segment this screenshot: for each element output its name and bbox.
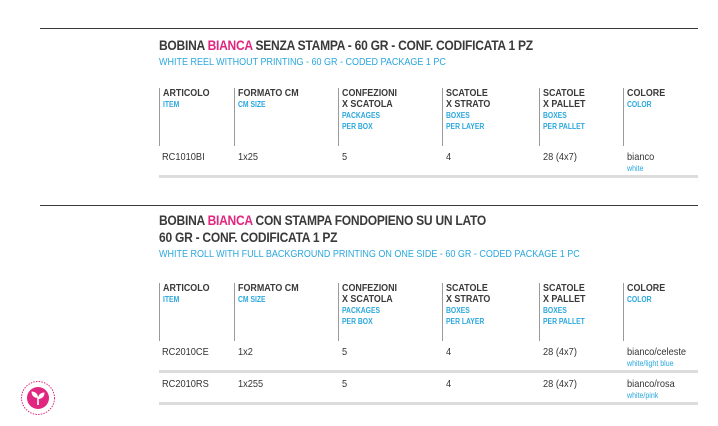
cell-formato: 1x255 (238, 378, 264, 390)
header-confezioni: CONFEZIONI X SCATOLA PACKAGES PER BOX (338, 283, 407, 341)
header-scatole-strato: SCATOLE X STRATO BOXES PER LAYER (442, 88, 498, 146)
header-colore: COLORE COLOR (623, 283, 672, 341)
cell-strato: 4 (446, 151, 452, 163)
color-english: white/light blue (627, 359, 674, 368)
cell-confezioni: 5 (342, 346, 348, 358)
cell-articolo: RC1010BI (162, 151, 205, 163)
cell-pallet: 28 (4x7) (543, 151, 577, 163)
title-accent-word: BIANCA (207, 212, 253, 228)
header-scatole-pallet: SCATOLE X PALLET BOXES PER PALLET (539, 283, 593, 341)
section-1-subtitle: WHITE REEL WITHOUT PRINTING - 60 GR - CODED PACKAGE 1 PC (159, 57, 446, 68)
cell-colore: bianco/celeste white/light blue (627, 346, 687, 368)
color-english: white (627, 164, 644, 173)
header-formato: FORMATO CM CM SIZE (234, 88, 309, 146)
title-accent-word: BIANCA (207, 37, 253, 53)
cell-colore: bianco white (627, 151, 655, 173)
eco-leaf-badge-icon (18, 378, 58, 418)
table-row (159, 374, 698, 405)
section-2-subtitle: WHITE ROLL WITH FULL BACKGROUND PRINTING ON ONE SIDE - 60 GR - CODED PACKAGE 1 PC (159, 249, 580, 260)
section-2-title-line2: 60 GR - CONF. CODIFICATA 1 PZ (159, 229, 338, 245)
top-rule (40, 28, 698, 29)
header-confezioni: CONFEZIONI X SCATOLA PACKAGES PER BOX (338, 88, 407, 146)
table-row (159, 147, 698, 178)
section-2-title: BOBINA BIANCA CON STAMPA FONDOPIENO SU UN LATO (159, 212, 487, 228)
table-row (159, 342, 698, 373)
cell-formato: 1x2 (238, 346, 253, 358)
header-articolo: ARTICOLO ITEM (159, 283, 218, 341)
cell-pallet: 28 (4x7) (543, 378, 577, 390)
cell-pallet: 28 (4x7) (543, 346, 577, 358)
header-formato: FORMATO CM CM SIZE (234, 283, 309, 341)
header-colore: COLORE COLOR (623, 88, 672, 146)
cell-confezioni: 5 (342, 378, 348, 390)
header-scatole-strato: SCATOLE X STRATO BOXES PER LAYER (442, 283, 498, 341)
color-english: white/pink (627, 391, 659, 400)
cell-colore: bianco/rosa white/pink (627, 378, 675, 400)
section-1-title: BOBINA BIANCA SENZA STAMPA - 60 GR - CONF. CODIFICATA 1 PZ (159, 37, 533, 53)
cell-strato: 4 (446, 346, 452, 358)
cell-confezioni: 5 (342, 151, 348, 163)
cell-articolo: RC2010RS (162, 378, 209, 390)
header-scatole-pallet: SCATOLE X PALLET BOXES PER PALLET (539, 88, 593, 146)
cell-formato: 1x25 (238, 151, 259, 163)
cell-articolo: RC2010CE (162, 346, 209, 358)
cell-strato: 4 (446, 378, 452, 390)
section-divider-rule (40, 205, 698, 206)
header-articolo: ARTICOLO ITEM (159, 88, 218, 146)
